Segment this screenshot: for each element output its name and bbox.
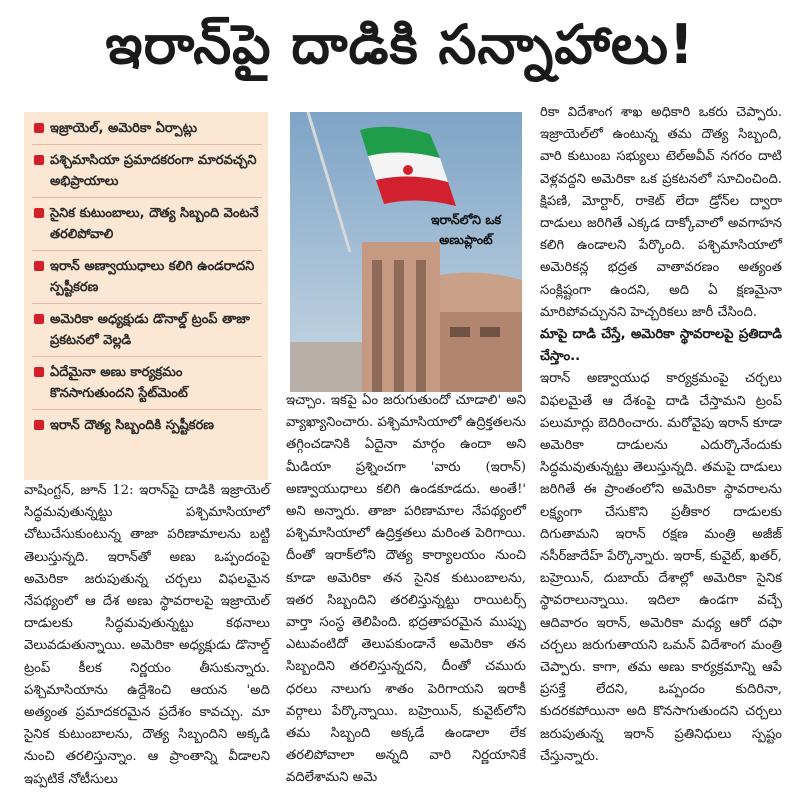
highlight-text: పశ్చిమాసియా ప్రమాదకరంగా మారవచ్చని అభిప్రాయాలు xyxy=(50,153,257,189)
bullet-square-icon xyxy=(34,314,44,324)
bullet-square-icon xyxy=(34,123,44,133)
article-column-1: వాషింగ్టన్, జూన్ 12: ఇరాన్‌పై దాడికి ఇజ్రాయెల్ సిద్ధమవుతున్నట్టు పశ్చిమాసియాలో చోటుచేసుకుంటున్న తాజా పరిణామాలను బట్టి తెలుస్తున్నది. ఇరాన్‌తో అణు ఒప్పందంపై అమెరికా జరుపుతున్న చర్చలు విఫలమైన నేపథ్యంలో ఆ దేశ అణు స్థావరాలపై ఇజ్రాయెల్ దాడులకు సిద్ధమవుతున్నట్టు కథనాలు వెలువడుతున్నాయి. అమెరికా అధ్యక్షుడు డొనాల్డ్ ట్రంప్ కీలక నిర్ణయం తీసుకున్నారు. పశ్చిమాసియాను ఉద్దేశించి ఆయన 'అది అత్యంత ప్రమాదకరమైన ప్రదేశం కావచ్చు. మా సైనిక కుటుంబాలను, దౌత్య సిబ్బందిని అక్కడి నుంచి తరలిస్తున్నాం. ఆ ప్రాంతాన్ని వీడాలని ఇప్పటికే నోటీసులు xyxy=(24,483,270,787)
highlight-item xyxy=(32,256,262,304)
highlight-item xyxy=(32,415,262,441)
highlight-item xyxy=(32,203,262,251)
article-paragraph: రికా విదేశాంగ శాఖ అధికారి ఒకరు చెప్పారు. ఇజ్రాయెల్‌లో ఉంటున్న తమ దౌత్య సిబ్బంది, వారి కుటుంబ సభ్యులు టెల్‌అవీవ్ నగరం దాటి వెళ్లవద్దని అమెరికా ఒక ప్రకటనలో సూచించింది. క్షిపణి, మోర్టార్, రాకెట్ లేదా డ్రోన్‌ల ద్వారా దాడులు జరిగితే ఎక్కడ దాక్కోవాలో అవగాహన కలిగి ఉండాలని పేర్కొంది. పశ్చిమాసియాలో అమెరికన్ల భద్రత వాతావరణం అత్యంత సంక్లిష్టంగా ఉందని, అది ఏ క్షణమైనా మారిపోవచ్చునని హెచ్చరికలు జారీ చేసింది. xyxy=(540,105,782,320)
article-column-3 xyxy=(540,102,782,768)
nuclear-plant-photo xyxy=(290,112,522,392)
bullet-square-icon xyxy=(34,208,44,218)
highlight-text: ఇరాన్ దౌత్య సిబ్బందికి స్పష్టీకరణ xyxy=(50,418,215,433)
photo-illustration xyxy=(290,112,522,392)
highlight-text: ఏదేమైనా అణు కార్యక్రమం కొనసాగుతుందని స్టేట్‌మెంట్ xyxy=(50,365,188,401)
highlight-item xyxy=(32,118,262,145)
highlight-text: సైనిక కుటుంబాలు, దౌత్య సిబ్బంది వెంటనే తరలిపోవాలి xyxy=(50,206,259,242)
highlight-item xyxy=(32,309,262,357)
subheading: మాపై దాడి చేస్తే, అమెరికా స్థావరాలపై ప్రతిదాడి చేస్తాం.. xyxy=(540,327,782,365)
highlight-text: అమెరికా అధ్యక్షుడు డొనాల్డ్ ట్రంప్ తాజా ప్రకటనలో వెల్లడి xyxy=(50,312,250,348)
bullet-square-icon xyxy=(34,367,44,377)
highlight-item xyxy=(32,362,262,410)
headline: ఇరాన్‌పై దాడికి సన్నాహాలు! xyxy=(105,12,695,76)
highlight-text: ఇరాన్ అణ్వాయుధాలు కలిగి ఉండరాదని స్పష్టీకరణ xyxy=(50,259,255,295)
highlights-box xyxy=(24,112,268,480)
bullet-square-icon xyxy=(34,420,44,430)
bullet-square-icon xyxy=(34,155,44,165)
highlight-item xyxy=(32,150,262,198)
photo-caption: ఇరాన్‌లోని ఒక అణుప్లాంట్ xyxy=(431,212,501,247)
bullet-square-icon xyxy=(34,261,44,271)
article-paragraph: ఇరాన్ అణ్వాయుధ కార్యక్రమంపై చర్చలు విఫలమైతే ఆ దేశంపై దాడి చేస్తామని ట్రంప్ పలుమార్లు బెదిరించారు. మరోవైపు ఇరాన్ కూడా అమెరికా దాడులను ఎదుర్కొనేందుకు సిద్ధమవుతున్నట్టు తెలుస్తున్నది. తమపై దాడులు జరిగితే ఈ ప్రాంతంలోని అమెరికా స్థావరాలను లక్ష్యంగా చేసుకొని ప్రతీకార దాడులకు దిగుతామని ఇరాన్ రక్షణ మంత్రి అజీజ్ నసీర్‌జాదేహ్ పేర్కొన్నారు. ఇరాక్, కువైట్, ఖతర్, బహ్రెయిన్, దుబాయ్ దేశాల్లో అమెరికా సైనిక స్థావరాలున్నాయి. ఇదిలా ఉండగా వచ్చే ఆదివారం ఇరాన్, అమెరికా మధ్య ఆరో దఫా చర్చలు జరుగుతాయని ఒమన్ విదేశాంగ మంత్రి చెప్పారు. కాగా, తమ అణు కార్యక్రమాన్ని ఆపే ప్రసక్తే లేదని, ఒప్పందం కుదిరినా, కుదరకపోయినా అది కొనసాగుతుందని చర్చలు జరుపుతున్న ఇరాన్ ప్రతినిధులు స్పష్టం చేస్తున్నారు. xyxy=(540,371,782,764)
article-column-2: ఇచ్చాం. ఇకపై ఏం జరుగుతుందో చూడాలి' అని వ్యాఖ్యానించారు. పశ్చిమాసియాలో ఉద్రిక్తతలను తగ్గించడానికి ఏదైనా మార్గం ఉందా అని మీడియా ప్రశ్నించగా 'వారు (ఇరాన్) అణ్వాయుధాలు కలిగి ఉండకూడదు. అంతే!' అని అన్నారు. తాజా పరిణామాల నేపథ్యంలో పశ్చిమాసియాలో ఉద్రిక్తతలు మరింత పెరిగాయి. దీంతో ఇరాక్‌లోని దౌత్య కార్యాలయం నుంచి కూడా అమెరికా తన సైనిక కుటుంబాలను, ఇతర సిబ్బందిని తరలిస్తున్నట్టు రాయిటర్స్ వార్తా సంస్థ తెలిపింది. భద్రతాపరమైన ముప్పు ఎటువంటిదో తెలుపకుండానే అమెరికా తన సిబ్బందిని తరలిస్తున్నదని, దీంతో చమురు ధరలు నాలుగు శాతం పెరిగాయని ఇరాకీ వర్గాలు పేర్కొన్నాయి. బహ్రెయిన్, కువైట్‌లోని తమ సిబ్బంది అక్కడే ఉండాలా లేక తరలిపోవాలా అన్నది వారి నిర్ణయానికే వదిలేశామని అమె xyxy=(286,393,526,786)
highlight-text: ఇజ్రాయెల్, అమెరికా ఏర్పాట్లు xyxy=(50,121,198,136)
